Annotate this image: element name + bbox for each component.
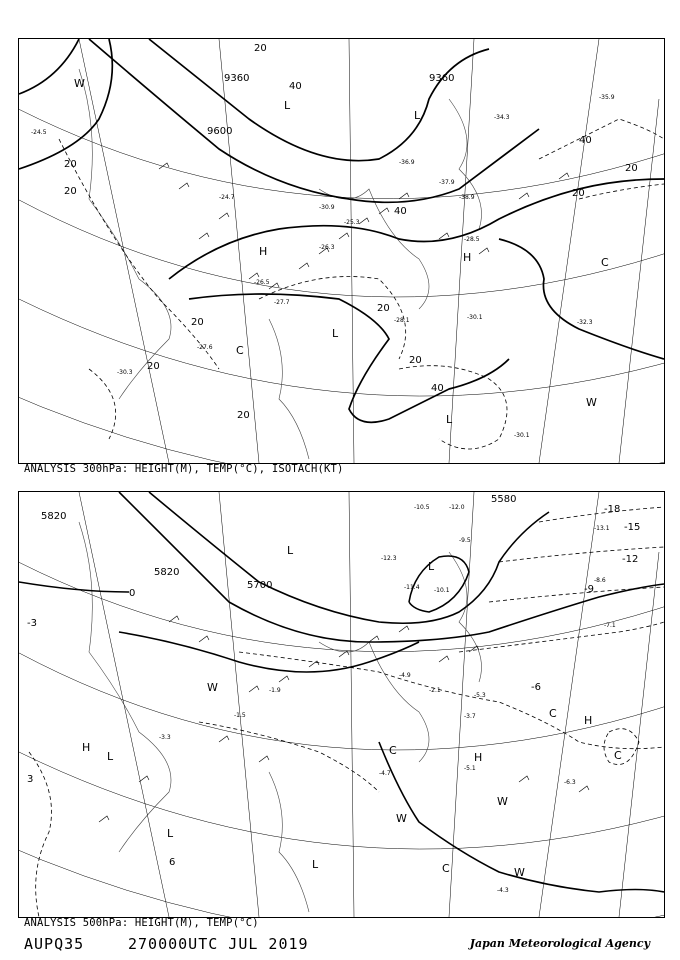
high-marker: H (584, 714, 593, 727)
temp-value: -1.5 (234, 712, 246, 719)
high-marker: H (474, 751, 483, 764)
temp-contour-label: -6 (531, 682, 541, 693)
high-marker: H (259, 245, 268, 258)
temp-value: -30.9 (319, 204, 335, 211)
height-label: 9360 (224, 73, 250, 84)
temp-value: -30.1 (514, 432, 530, 439)
temperature-values (159, 504, 616, 894)
temp-value: -26.3 (319, 244, 335, 251)
height-label: 5580 (491, 494, 517, 505)
caption-500hpa: ANALYSIS 500hPa: HEIGHT(M), TEMP(°C) (24, 917, 259, 929)
pressure-systems (82, 544, 622, 879)
isotach-label: 20 (64, 159, 77, 170)
temp-value: -38.9 (459, 194, 475, 201)
wind-barbs (159, 163, 569, 289)
temp-value: -5.3 (474, 692, 486, 699)
map-300hpa-svg (19, 39, 664, 463)
temp-contour-label: -9 (584, 584, 594, 595)
isotach-label: 40 (289, 81, 302, 92)
isotach-label: 20 (254, 43, 267, 54)
temp-value: -32.3 (577, 319, 593, 326)
isotherms (29, 507, 664, 917)
isotach-label: 20 (625, 163, 638, 174)
cold-marker: C (549, 707, 557, 720)
pressure-systems (74, 77, 609, 426)
low-marker: L (428, 560, 435, 573)
isotach-label: 20 (377, 303, 390, 314)
temp-contour-label: -15 (624, 522, 641, 533)
height-contours (19, 39, 664, 422)
low-marker: L (287, 544, 294, 557)
temp-value: -27.6 (197, 344, 213, 351)
temp-value: -4.7 (379, 770, 391, 777)
temp-contour-label: 3 (27, 774, 34, 785)
temp-value: -28.1 (394, 317, 410, 324)
height-label: 5700 (247, 580, 273, 591)
high-marker: H (82, 741, 91, 754)
agency-name: Japan Meteorological Agency (469, 937, 650, 950)
low-marker: L (167, 827, 174, 840)
temp-value: -4.3 (497, 887, 509, 894)
low-marker: L (446, 413, 453, 426)
temp-value: -13.1 (594, 525, 610, 532)
temp-value: -28.5 (464, 236, 480, 243)
warm-marker: W (586, 396, 597, 409)
temp-contour-label: 6 (169, 857, 176, 868)
isotach-label: 20 (64, 186, 77, 197)
temp-contour-label: -12 (622, 554, 639, 565)
temp-value: -4.9 (399, 672, 411, 679)
temp-value: -26.5 (254, 279, 270, 286)
low-marker: L (284, 99, 291, 112)
temp-contour-label: -3 (27, 618, 37, 629)
product-code: AUPQ35 (24, 935, 85, 953)
temp-value: -36.9 (399, 159, 415, 166)
temp-value: -10.1 (434, 587, 450, 594)
temperature-values (31, 94, 615, 439)
isotach-label: 40 (579, 135, 592, 146)
warm-marker: W (497, 795, 508, 808)
temp-value: -3.3 (159, 734, 171, 741)
coastline (79, 522, 482, 912)
cold-marker: C (389, 744, 397, 757)
coastline (79, 69, 482, 459)
temp-value: -5.1 (464, 765, 476, 772)
temp-value: -7.1 (604, 622, 616, 629)
warm-marker: W (207, 681, 218, 694)
low-marker: L (332, 327, 339, 340)
height-label: 9360 (429, 73, 455, 84)
isotachs (59, 119, 664, 449)
valid-time: 270000UTC JUL 2019 (128, 935, 309, 953)
warm-marker: W (396, 812, 407, 825)
isotach-label: 20 (409, 355, 422, 366)
isotach-label: 20 (191, 317, 204, 328)
map-panel-300hpa (18, 38, 665, 464)
contour-labels (64, 43, 638, 421)
temp-value: -2.1 (429, 687, 441, 694)
caption-300hpa: ANALYSIS 300hPa: HEIGHT(M), TEMP(°C), ISOTACH(KT) (24, 463, 344, 475)
map-panel-500hpa (18, 491, 665, 918)
temp-value: -24.5 (31, 129, 47, 136)
cold-marker: C (614, 749, 622, 762)
temp-value: -1.9 (269, 687, 281, 694)
graticule (19, 39, 664, 463)
height-label: 5820 (154, 567, 180, 578)
temp-value: -27.7 (274, 299, 290, 306)
cold-marker: C (601, 256, 609, 269)
high-marker: H (463, 251, 472, 264)
warm-marker: W (514, 866, 525, 879)
low-marker: L (107, 750, 114, 763)
height-label: 5820 (41, 511, 67, 522)
temp-value: -24.7 (219, 194, 235, 201)
temp-value: -37.9 (439, 179, 455, 186)
temp-value: -10.5 (414, 504, 430, 511)
wind-barbs (99, 616, 589, 822)
temp-value: -25.3 (344, 219, 360, 226)
isotach-label: 40 (431, 383, 444, 394)
low-marker: L (414, 109, 421, 122)
height-contours (19, 492, 664, 892)
temp-contour-label: -18 (604, 504, 621, 515)
temp-value: -30.1 (467, 314, 483, 321)
temp-value: -35.9 (599, 94, 615, 101)
graticule (19, 492, 664, 917)
cold-marker: C (442, 862, 450, 875)
temp-value: -6.3 (564, 779, 576, 786)
cold-marker: C (236, 344, 244, 357)
temp-value: -3.7 (464, 713, 476, 720)
isotach-label: 20 (237, 410, 250, 421)
temp-value: -11.4 (404, 584, 420, 591)
temp-value: -34.3 (494, 114, 510, 121)
low-marker: L (312, 858, 319, 871)
isotach-label: 20 (147, 361, 160, 372)
map-500hpa-svg (19, 492, 664, 917)
temp-value: -12.0 (449, 504, 465, 511)
isotach-label: 20 (572, 188, 585, 199)
warm-marker: W (74, 77, 85, 90)
temp-contour-label: 0 (129, 588, 136, 599)
temp-value: -9.5 (459, 537, 471, 544)
temp-value: -8.6 (594, 577, 606, 584)
temp-value: -12.3 (381, 555, 397, 562)
temp-value: -30.3 (117, 369, 133, 376)
height-label: 9600 (207, 126, 233, 137)
isotach-label: 40 (394, 206, 407, 217)
